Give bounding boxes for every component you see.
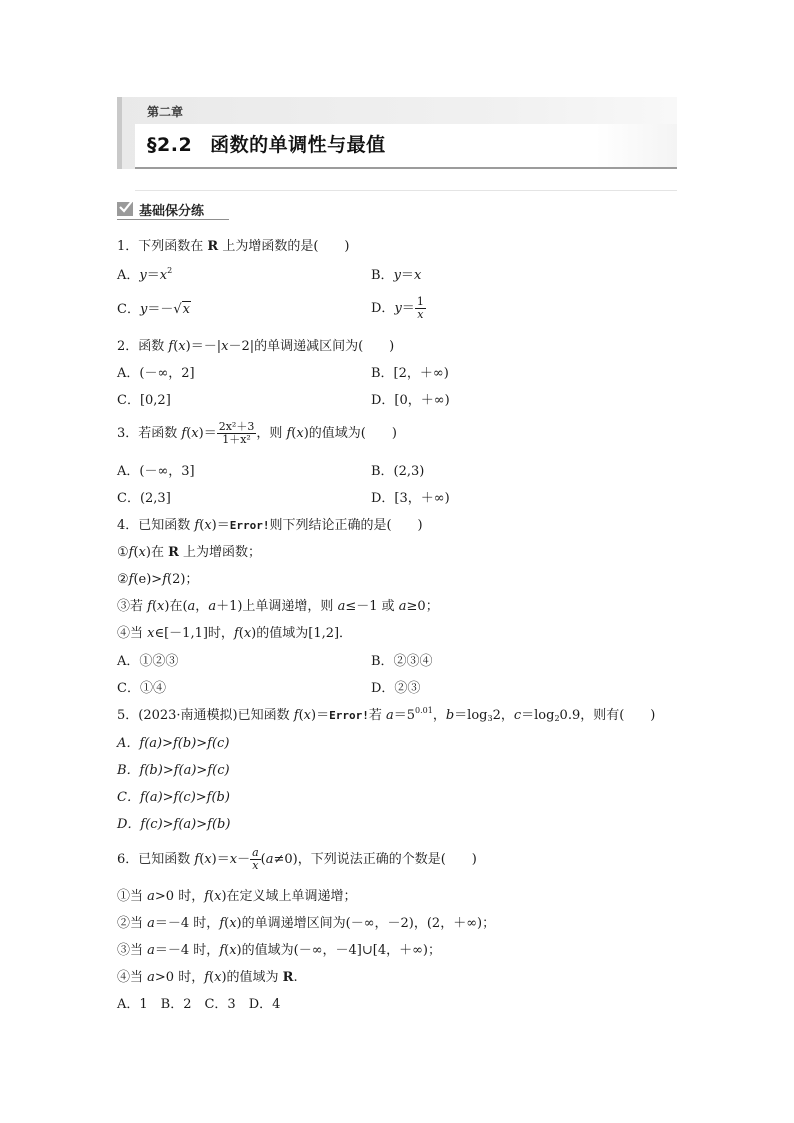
q5-stem: 5．(2023·南通模拟)已知函数 f(x)＝Error!若 $a=5^{0.01}$，$b=\log_32$，$c=\log_20.9$，则有( ) [117,706,656,723]
q4-statement-3: ③若 f(x)在(a，a＋1)上单调递增，则 a≤－1 或 a≥0； [117,599,439,614]
q6-statement-3: ③当 a＝－4 时，f(x)的值域为(－∞，－4]∪[4，＋∞)； [117,943,441,958]
q4-statement-4: ④当 x∈[－1,1]时，f(x)的值域为[1,2]． [117,626,353,641]
q6-statement-2: ②当 a＝－4 时，f(x)的单调递增区间为(－∞，－2)，(2，＋∞)； [117,916,496,931]
q2-option-c: C．[0,2] [117,393,171,408]
q6-options: A．1 B．2 C．3 D．4 [117,997,281,1012]
header-divider-light [135,190,677,191]
q4-option-b: B．②③④ [371,654,433,669]
q2-option-a: A．(－∞，2] [117,366,195,381]
section-number: §2.2 [147,134,193,156]
q4-statement-1: ①f(x)在 R 上为增函数； [117,545,262,560]
q2-stem: 2．函数 f(x)＝－|x－2|的单调递减区间为( ) [117,339,395,354]
section-tag-label: 基础保分练 [139,203,205,219]
q5-option-b: B．f(b)>f(a)>f(c) [117,763,230,778]
check-icon [117,202,133,216]
fraction: $\frac{\text{2x²＋3}}{\text{1＋x²}}$ [218,420,255,446]
q4-option-a: A．①②③ [117,654,179,669]
section-underline [117,219,229,220]
q5-option-d: D．f(c)>f(a)>f(b) [117,817,231,832]
fraction: $\frac{1}{x}$ [416,295,424,321]
q3-stem: 3．若函数 f(x)＝ $\frac{\text{2x²＋3}}{\text{1＋x²}}$ ，则 f(x)的值域为( ) [117,420,397,446]
q3-option-a: A．(－∞，3] [117,464,195,479]
q6-stem: 6．已知函数 f(x)＝x－ $\frac{a}{x}$ (a≠0)，下列说法正确的个数是( ) [117,846,477,872]
fraction: $\frac{a}{x}$ [252,846,259,872]
q4-stem: 4．已知函数 f(x)＝Error!则下列结论正确的是( ) [117,518,423,533]
q5-option-c: C．f(a)>f(c)>f(b) [117,790,230,805]
q1-stem: 1．下列函数在 R 上为增函数的是( ) [117,239,350,254]
q5-option-a: A．f(a)>f(b)>f(c) [117,736,230,751]
header-left-bar [117,97,122,169]
sqrt-symbol: √x [173,302,190,317]
q2-option-b: B．[2，＋∞) [371,366,449,381]
page-title [147,130,386,157]
q3-option-d: D．[3，＋∞) [371,491,450,506]
q2-option-d: D．[0，＋∞) [371,393,450,408]
header-divider [135,167,677,169]
q1-option-a: A．$y=x^2$ [117,266,173,283]
q1-option-d: D．y＝ $\frac{1}{x}$ [371,295,424,321]
section-tag [117,198,204,220]
q4-option-c: C．①④ [117,681,166,696]
q4-statement-2: ②f(e)>f(2)； [117,572,199,587]
q4-option-d: D．②③ [371,681,421,696]
section-title: 函数的单调性与最值 [210,134,386,156]
q6-statement-4: ④当 a>0 时，f(x)的值域为 R. [117,970,298,985]
q3-option-c: C．(2,3] [117,491,171,506]
q3-option-b: B．(2,3) [371,464,425,479]
q6-statement-1: ①当 a>0 时，f(x)在定义域上单调递增； [117,889,357,904]
chapter-label: 第二章 [147,105,184,119]
q1-option-c: C．y＝－√x [117,302,190,317]
q1-option-b: B．y＝x [371,268,422,283]
